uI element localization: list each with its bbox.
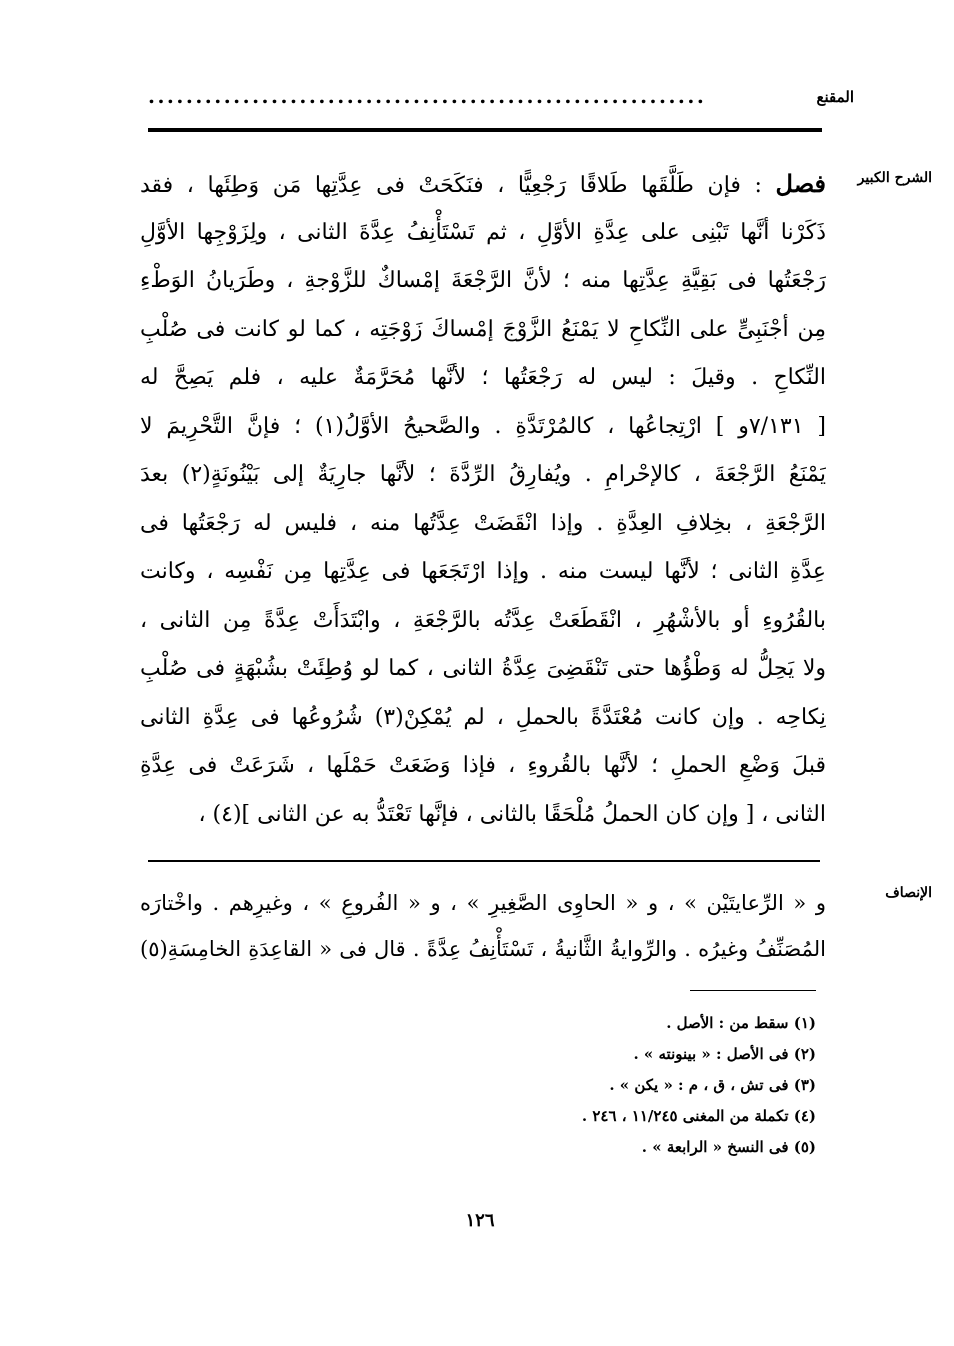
text-line: ذَكَرْنا أنَّها تَبْنِى على عِدَّةِ الأوَّلِ ، ثم تَسْتَأْنِفُ عِدَّةَ الثانى ، ولِزَوْجِها الأوَّلِ (140, 219, 826, 245)
footnote: (١) سقط من : الأصل . (666, 1014, 816, 1032)
text-line: الرَّجْعَةِ ، بخِلافِ العِدَّةِ . وإذا انْقَضَتْ عِدَّتُها منه ، فليس له رَجْعَتُها فى (140, 510, 826, 536)
header-rule (148, 128, 822, 132)
text-line: بالقُرُوءِ أو بالأشْهُرِ ، انْقَطَعَتْ عِدَّتُه بالرَّجْعَةِ ، وابْتَدَأَتْ عِدَّةً مِن الثانى ، (140, 607, 826, 633)
footnote: (٣) فى تش ، ق ، م : « يكن » . (609, 1076, 816, 1094)
text-line: رَجْعَتُها فى بَقِيَّةِ عِدَّتِها منه ؛ لأنَّ الرَّجْعَةَ إمْساكٌ للزَّوْجةِ ، وطَرَيانُ الوَطْءِ (140, 268, 826, 293)
text-line: المُصَنِّفُ وغيرُه . والرِّوايةُ الثَّانيةُ ، تَسْتَأْنِفُ عِدَّةً . قال فى « القاعِدَةِ الخامِسَةِ(٥) (140, 937, 826, 961)
footnote: (٤) تكملة من المغنى ١١/٢٤٥ ، ٢٤٦ . (581, 1107, 816, 1125)
text-line: نِكاحِه . وإن كانت مُعْتَدَّةً بالحملِ ، لم يُمْكِنْ(٣) شُرُوعُها فى عِدَّةِ الثانى (140, 704, 826, 730)
footnotes (396, 1008, 816, 1163)
text-line (140, 160, 826, 209)
section-divider (148, 860, 820, 862)
footnote: (٢) فى الأصل : « بينونته » . (633, 1045, 816, 1063)
text-line: يَمْنَعُ الرَّجْعَةَ ، كالإحْرامِ . ويُفارِقُ الرِّدَّةَ ؛ لأنَّها جارِيَةٌ إلى بَيْنُونَةٍ(٢) بعدَ (140, 462, 826, 487)
text-line: قبلَ وَضْعِ الحملِ ؛ لأنَّها بالقُروءِ ، فإذا وَضَعَتْ حَمْلَها ، شَرَعَتْ فى عِدَّةِ (140, 753, 826, 778)
footnote: (٥) فى النسخ « الرابعة » . (641, 1138, 816, 1156)
side-label-sharh: الشرح الكبير (857, 170, 932, 186)
running-head: المقنع (816, 88, 854, 106)
text-line: عِدَّةِ الثانى ؛ لأنَّها ليست منه . وإذا ارْتَجَعَها فى عِدَّتِها مِن نَفْسِه ، وكانت (140, 559, 826, 584)
insaf-text (140, 880, 826, 972)
sharh-text (140, 160, 826, 839)
text-line: [ ٧/١٣١و ] ارْتِجاعُها ، كالمُرْتَدَّةِ . والصَّحيحُ الأوَّلُ(١) ؛ فإنَّ التَّحْرِيمَ لا (140, 413, 826, 439)
text-line: الثانى ، [ وإن كان الحملُ مُلْحَقًا بالثانى ، فإنَّها تَعْتَدُّ به عن الثانى ](٤) ، (198, 801, 826, 827)
page-number: ١٢٦ (465, 1210, 495, 1231)
text-line: و « الرِّعايتَيْن » ، و « الحاوِى الصَّغِيرِ » ، و « الفُروعِ » ، وغيرِهم . واخْتارَه (140, 891, 826, 915)
section-heading: فصل (775, 169, 826, 198)
text-line-content: : فإن طَلَّقَها طَلاقًا رَجْعِيًّا ، فنَكَحَتْ فى عِدَّتِها مَن وَطِئَها ، فقد (140, 173, 762, 198)
text-line: مِن أجْنَبِىٍّ على النِّكاحِ لا يَمْنَعُ الزَّوْجَ إمْساكَ زَوْجَتِه ، كما لو كانت فى صُلْبِ (140, 316, 826, 342)
side-label-insaf: الإنصاف (885, 885, 932, 901)
text-line: النِّكاحِ . وقيلَ : ليس له رَجْعَتُها ؛ لأنَّها مُحَرَّمَةٌ عليه ، فلم يَصِحَّ له (140, 365, 826, 390)
text-line: ولا يَحِلُّ له وَطْؤُها حتى تَنْقَضِىَ عِدَّةُ الثانى ، كما لو وُطِئَتْ بشُبْهَةٍ فى صُلْبِ (140, 656, 826, 681)
footnote-rule (690, 990, 816, 991)
header-dotted-line: ........................................................... (148, 84, 707, 108)
